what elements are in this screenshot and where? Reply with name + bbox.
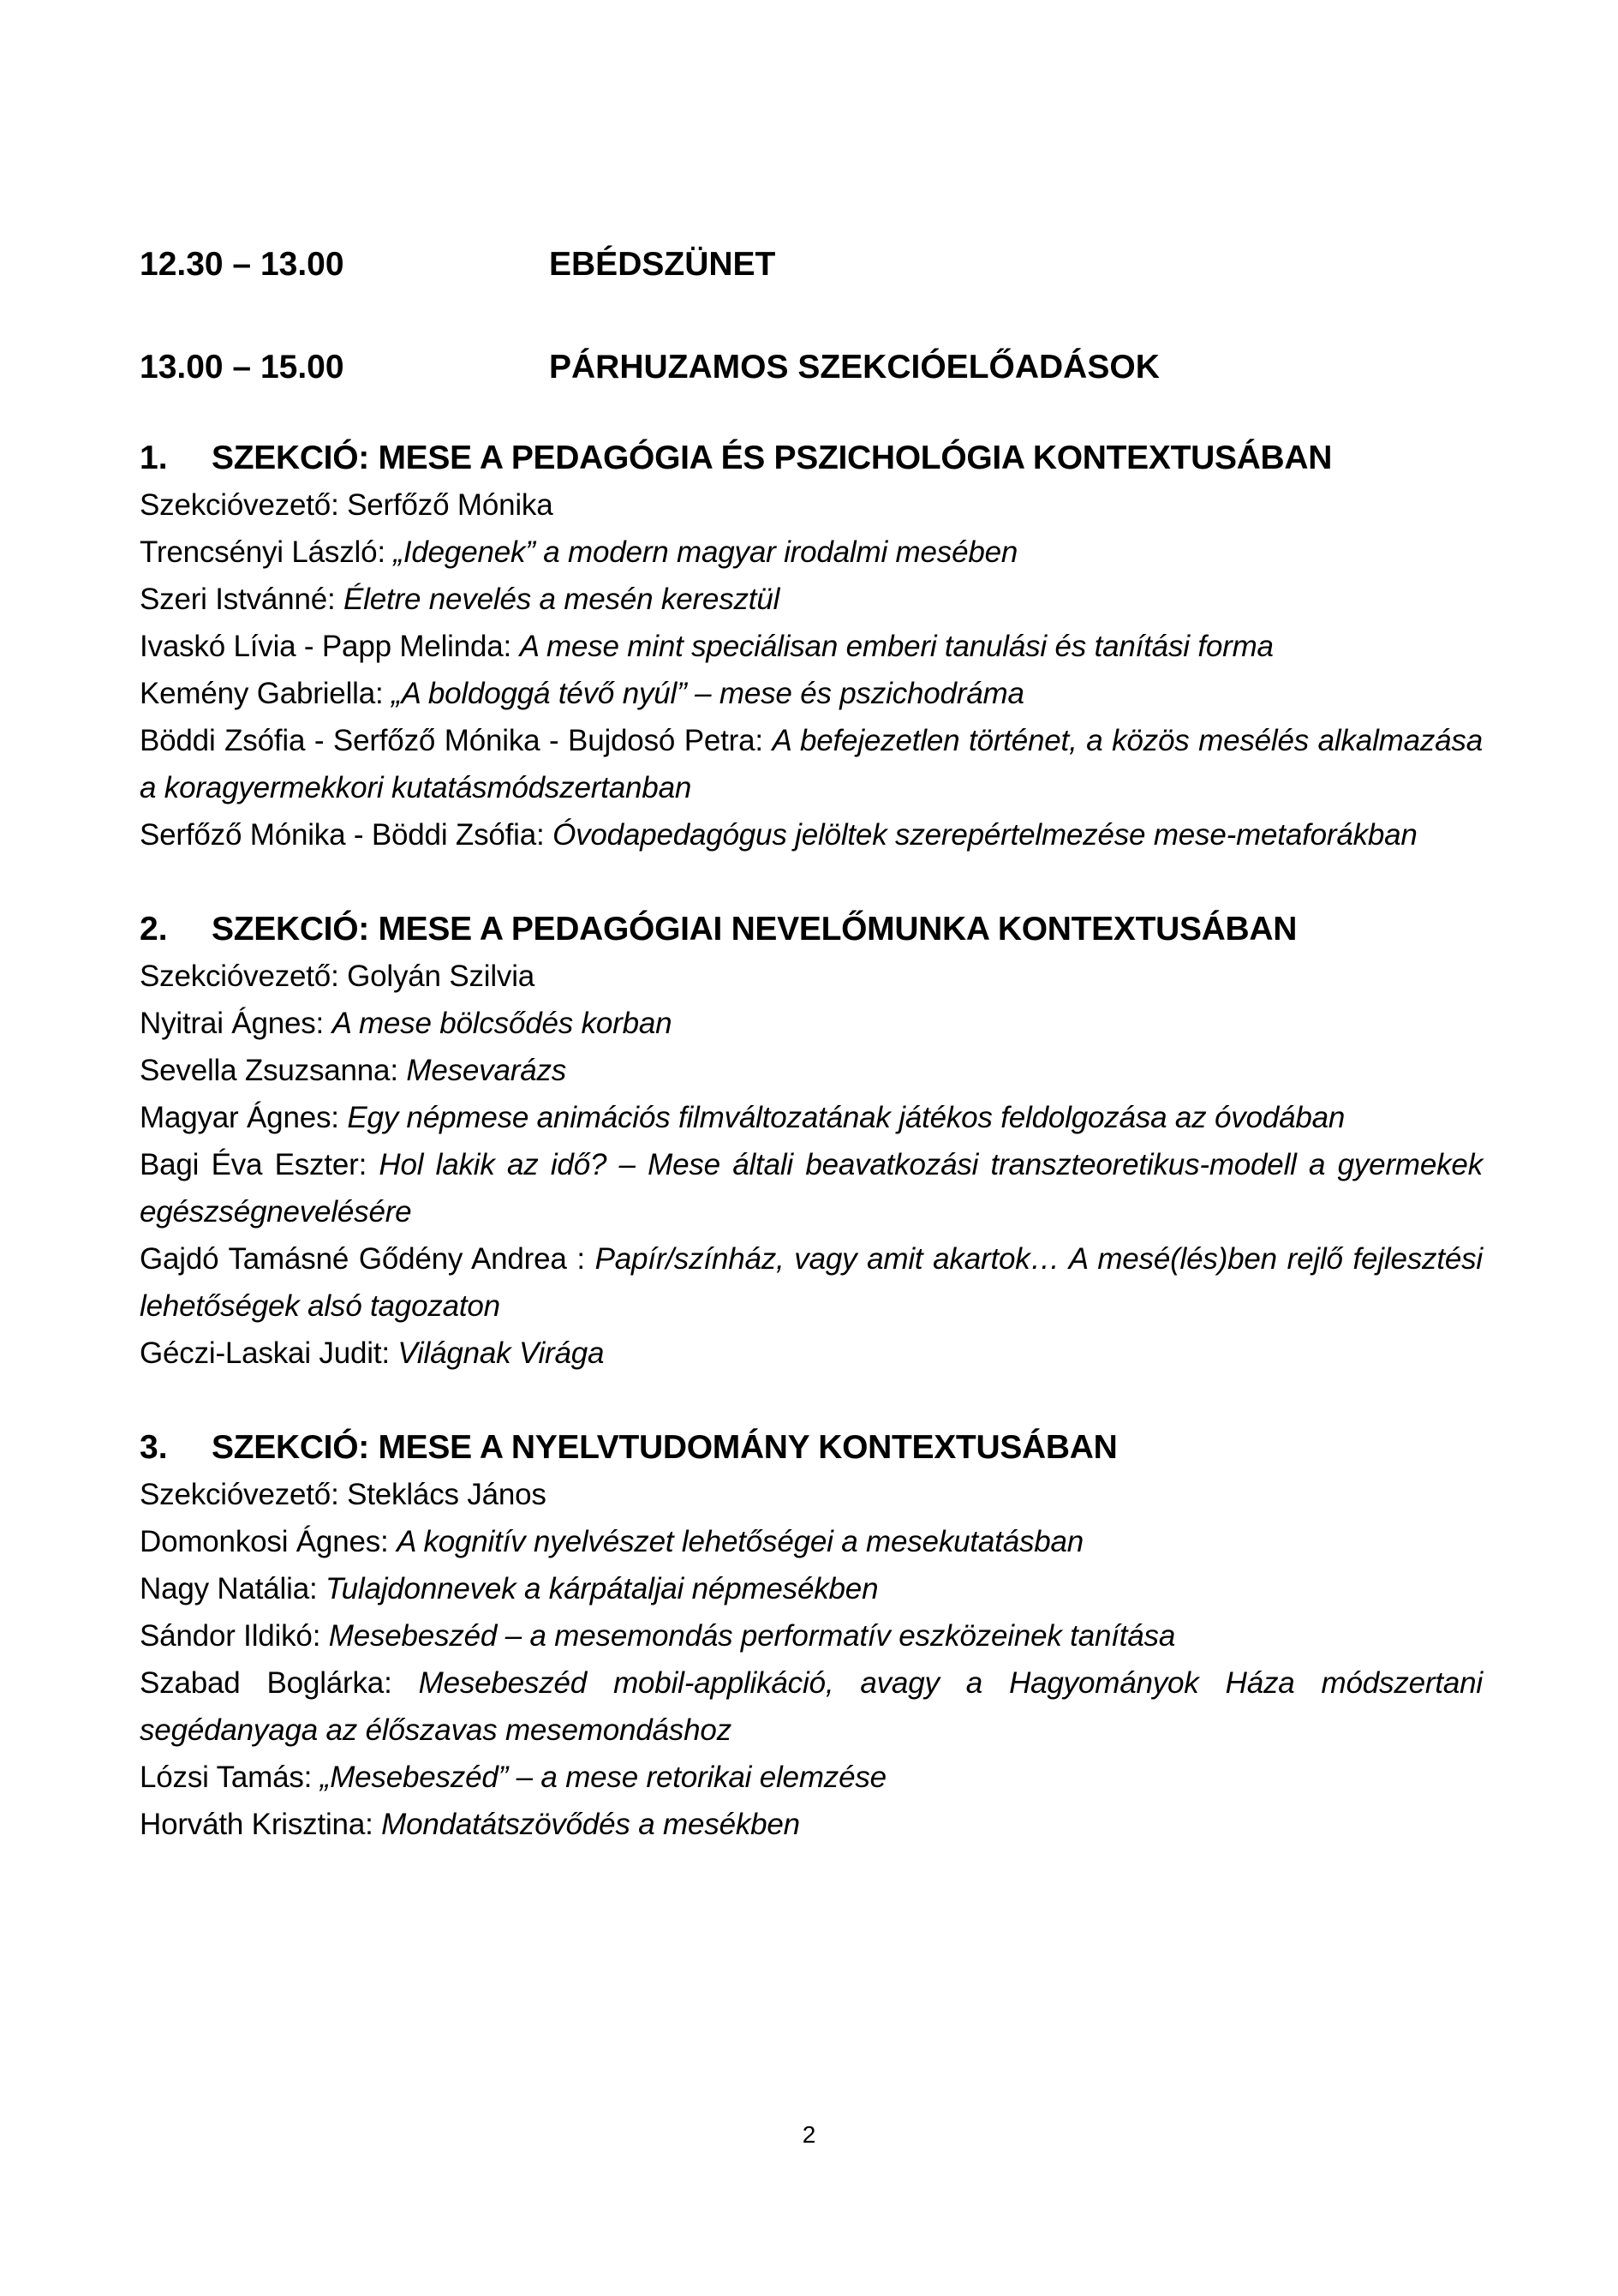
talk-title: Mesebeszéd mobil-applikáció, avagy a Hagyományok Háza módszertani segédanyaga az élőszavas mesemondáshoz (140, 1666, 1483, 1747)
page-content (140, 242, 1483, 1896)
schedule-time: 12.30 – 13.00 (140, 246, 344, 283)
section-2 (140, 906, 1483, 1377)
talk-entry (140, 670, 1483, 717)
talk-entry (140, 623, 1483, 670)
talk-title: Mesebeszéd – a mesemondás performatív eszközeinek tanítása (328, 1619, 1176, 1653)
talk-entry (140, 1141, 1483, 1235)
talk-speaker: Magyar Ágnes: (140, 1101, 348, 1134)
talk-speaker: Kemény Gabriella: (140, 677, 392, 710)
talk-entry (140, 1235, 1483, 1330)
talk-entry (140, 1094, 1483, 1141)
talk-entry (140, 811, 1483, 858)
talk-entry (140, 1659, 1483, 1754)
schedule-row-sessions (140, 344, 1483, 391)
talk-speaker: Ivaskó Lívia - Papp Melinda: (140, 630, 520, 663)
talk-title: Papír/színház, vagy amit akartok… A mesé(lés)ben rejlő fejlesztési lehetőségek alsó tagozaton (140, 1242, 1483, 1323)
talk-title: Életre nevelés a mesén keresztül (343, 583, 780, 616)
talk-entry (140, 1801, 1483, 1848)
section-number: 2. (140, 911, 168, 948)
section-chair: Szekcióvezető: Golyán Szilvia (140, 960, 535, 993)
section-title: SZEKCIÓ: MESE A PEDAGÓGIA ÉS PSZICHOLÓGIA KONTEXTUSÁBAN (212, 439, 1333, 476)
talk-speaker: Sándor Ildikó: (140, 1619, 329, 1653)
section-heading (140, 906, 1483, 953)
schedule-title: PÁRHUZAMOS SZEKCIÓELŐADÁSOK (549, 349, 1160, 386)
schedule-time: 13.00 – 15.00 (140, 349, 344, 386)
talk-speaker: Domonkosi Ágnes: (140, 1525, 397, 1558)
section-number: 1. (140, 439, 168, 476)
talk-speaker: Horváth Krisztina: (140, 1808, 382, 1841)
talk-speaker: Nyitrai Ágnes: (140, 1007, 332, 1040)
section-heading (140, 435, 1483, 481)
section-title: SZEKCIÓ: MESE A PEDAGÓGIAI NEVELŐMUNKA KONTEXTUSÁBAN (212, 911, 1298, 948)
talk-speaker: Lózsi Tamás: (140, 1761, 320, 1794)
talk-speaker: Sevella Zsuzsanna: (140, 1054, 407, 1087)
talk-entry (140, 1754, 1483, 1801)
talk-title: A mese bölcsődés korban (331, 1007, 672, 1040)
talk-speaker: Gajdó Tamásné Gődény Andrea : (140, 1242, 595, 1276)
section-heading (140, 1425, 1483, 1471)
talk-speaker: Géczi-Laskai Judit: (140, 1336, 398, 1370)
talk-speaker: Trencsényi László: (140, 535, 394, 569)
talk-title: A mese mint speciálisan emberi tanulási és tanítási forma (519, 630, 1274, 663)
talk-entry (140, 1565, 1483, 1612)
talk-speaker: Böddi Zsófia - Serfőző Mónika - Bujdosó Petra: (140, 724, 773, 757)
talk-entry (140, 1330, 1483, 1377)
talk-title: „Mesebeszéd” – a mese retorikai elemzése (319, 1761, 887, 1794)
talk-speaker: Bagi Éva Eszter: (140, 1148, 379, 1181)
talk-title: Hol lakik az idő? – Mese általi beavatkozási transzteoretikus-modell a gyermekek egészségnevelésére (140, 1148, 1483, 1229)
talk-entry (140, 529, 1483, 576)
talk-entry (140, 576, 1483, 623)
talk-title: A befejezetlen történet, a közös mesélés alkalmazása a koragyermekkori kutatásmódszertanban (140, 724, 1483, 804)
talk-entry (140, 1000, 1483, 1047)
talk-entry (140, 1612, 1483, 1659)
section-number: 3. (140, 1429, 168, 1466)
schedule-row-lunch (140, 242, 1483, 288)
schedule-title: EBÉDSZÜNET (549, 246, 776, 283)
talk-entry (140, 1518, 1483, 1565)
talk-title: Mesevarázs (406, 1054, 567, 1087)
talk-entry (140, 1047, 1483, 1094)
talk-title: Egy népmese animációs filmváltozatának játékos feldolgozása az óvodában (347, 1101, 1346, 1134)
talk-title: „A boldoggá tévő nyúl” – mese és pszichodráma (391, 677, 1024, 710)
talk-speaker: Szabad Boglárka: (140, 1666, 419, 1700)
page-number: 2 (802, 2121, 816, 2148)
section-3 (140, 1425, 1483, 1848)
section-chair: Szekcióvezető: Serfőző Mónika (140, 488, 553, 522)
talk-speaker: Szeri Istvánné: (140, 583, 344, 616)
talk-entry (140, 717, 1483, 811)
talk-title: Mondatátszövődés a mesékben (381, 1808, 800, 1841)
talk-title: Világnak Virága (397, 1336, 605, 1370)
section-title: SZEKCIÓ: MESE A NYELVTUDOMÁNY KONTEXTUSÁBAN (212, 1429, 1118, 1466)
talk-speaker: Nagy Natália: (140, 1572, 326, 1605)
talk-speaker: Serfőző Mónika - Böddi Zsófia: (140, 818, 553, 852)
section-chair: Szekcióvezető: Steklács János (140, 1478, 546, 1511)
talk-title: Tulajdonnevek a kárpátaljai népmesékben (325, 1572, 879, 1605)
talk-title: A kognitív nyelvészet lehetőségei a mesekutatásban (397, 1525, 1084, 1558)
talk-title: Óvodapedagógus jelöltek szerepértelmezése mese-metaforákban (552, 818, 1418, 852)
section-1 (140, 435, 1483, 858)
talk-title: „Idegenek” a modern magyar irodalmi mesében (393, 535, 1018, 569)
